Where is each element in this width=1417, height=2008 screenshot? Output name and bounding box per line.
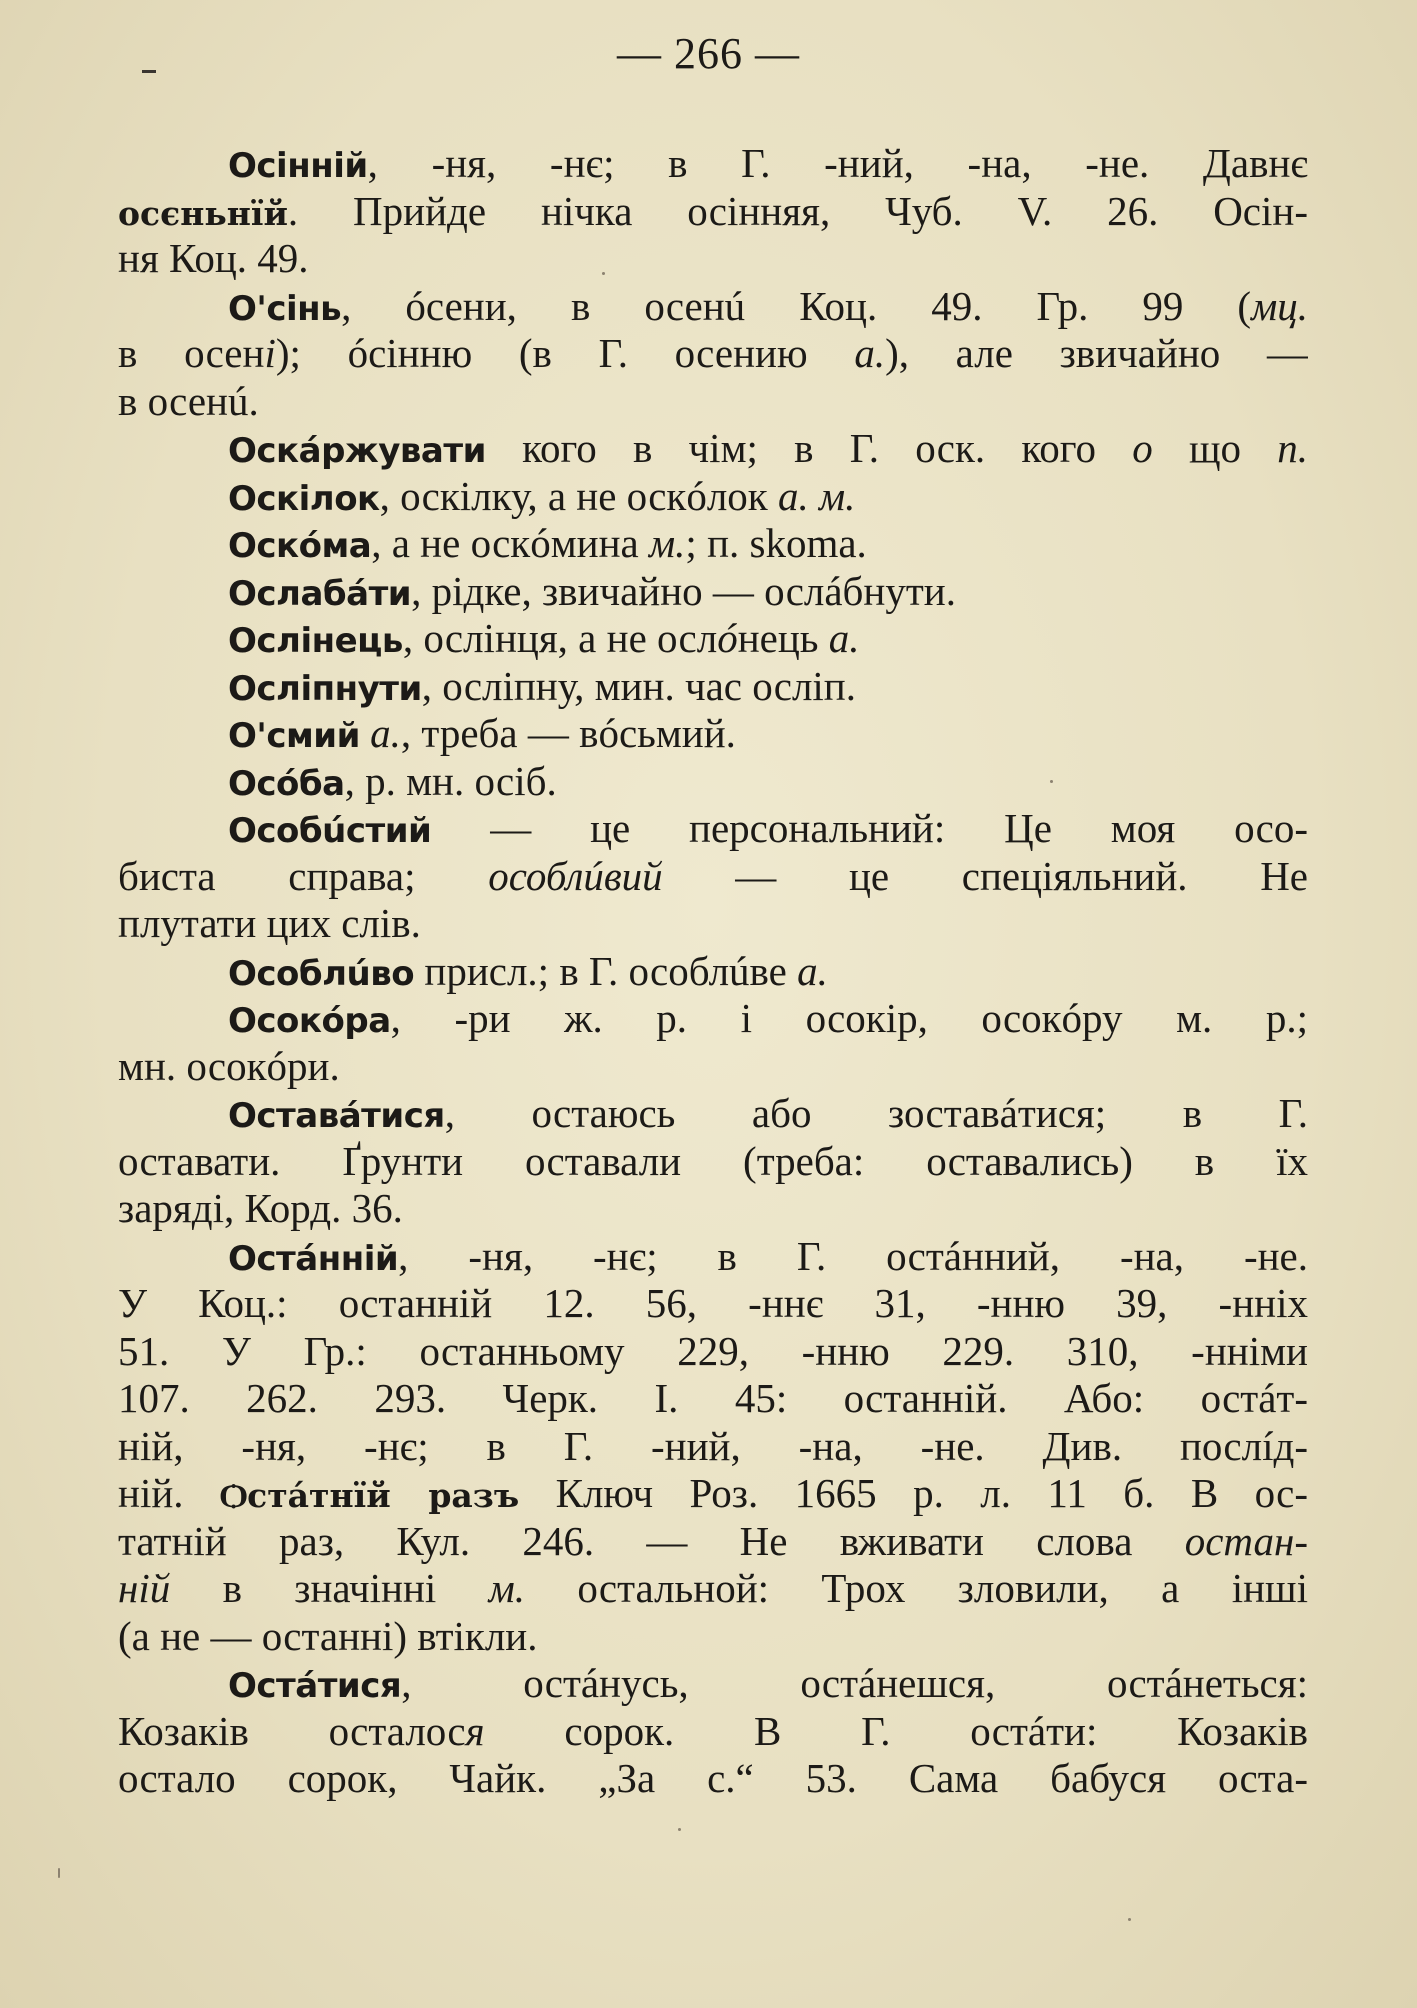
headword: Ослабáти (228, 573, 412, 614)
italic-text: а. (828, 615, 860, 661)
paper-speck (1128, 1918, 1131, 1921)
headword: Ослінець (228, 621, 403, 661)
text-run: плутати цих слів. (118, 900, 421, 946)
text-run: (а не — останні) втікли. (118, 1612, 538, 1659)
text-line (118, 1660, 1308, 1708)
text-run: , а не оскóмина (371, 520, 649, 566)
text-run: 51. У Гр.: останньому 229, -нню 229. 310, -нніми (118, 1327, 1308, 1374)
text-run: оставати. Ґрунти оставали (треба: оставались) в їх (118, 1137, 1308, 1184)
headword: О'смий (228, 716, 360, 756)
text-run: в осен (118, 330, 265, 376)
text-line (118, 1233, 1308, 1281)
text-run: , оскілку, а не оскóлок (379, 472, 778, 519)
page-number: — 266 — (617, 29, 800, 78)
italic-text: м. (649, 520, 686, 566)
headword: Остáнній (228, 1238, 399, 1279)
text-line (118, 283, 1308, 331)
text-run: У Коц.: останній 12. 56, -ннє 31, -нню 39, -нніх (118, 1280, 1308, 1326)
italic-text: ó (717, 615, 738, 661)
text-line (118, 663, 1308, 711)
text-run: — це спеціяльний. Не (662, 852, 1308, 899)
text-run: , остáнусь, остáнешся, остáнеться: (401, 1660, 1308, 1706)
dictionary-entries (118, 140, 1308, 1803)
text-line (118, 1755, 1308, 1803)
text-run: , треба — вóсьмий. (400, 710, 736, 756)
text-run: мн. осокóри. (118, 1042, 340, 1089)
text-line (118, 758, 1308, 806)
text-run: нець (737, 615, 829, 661)
old-orthography-text: осєньнїй (118, 193, 288, 233)
headword: О'сінь (228, 288, 342, 329)
paper-speck (58, 1868, 60, 1878)
text-run: кого в чім; в Г. оск. кого (485, 425, 1133, 471)
text-line (118, 853, 1308, 901)
italic-text: остан- (1184, 1517, 1308, 1564)
text-line (118, 1565, 1308, 1613)
text-line (118, 1518, 1308, 1566)
text-run: Ключ Роз. 1665 р. л. 11 б. В ос- (519, 1470, 1308, 1516)
headword: Оскóма (228, 526, 372, 566)
text-line (118, 1280, 1308, 1328)
headword: Особлúво (228, 953, 415, 994)
old-orthography-text: Ѻстáтнїй разъ (219, 1476, 520, 1515)
text-run: , осліпну, мин. час осліп. (421, 662, 857, 709)
text-line (118, 615, 1308, 663)
text-run: . Прийде нічка осінняя, Чуб. V. 26. Осін- (287, 187, 1308, 234)
text-run: ня Коц. 49. (118, 235, 309, 281)
paper-speck (678, 1828, 681, 1831)
headword: Осóба (228, 763, 345, 804)
headword: Оставáтися (228, 1096, 445, 1136)
text-line (118, 900, 1308, 948)
text-run: Козаків осталос (118, 1707, 466, 1754)
italic-text: і (264, 330, 276, 376)
italic-text: п. (1277, 425, 1308, 471)
text-run: остало сорок, Чайк. „За с.“ 53. Сама бабуся оста- (118, 1755, 1308, 1801)
headword: Осокóра (228, 1001, 391, 1041)
text-line (118, 995, 1308, 1043)
text-run: остальной: Трох зловили, а інші (525, 1565, 1308, 1611)
headword: Осліпнути (228, 668, 422, 709)
text-run: , р. мн. осіб. (344, 757, 557, 804)
paper-speck (602, 272, 605, 275)
text-line (118, 948, 1308, 996)
text-line (118, 1138, 1308, 1186)
text-line (118, 378, 1308, 426)
text-run: , -ри ж. р. і осокір, осокóру м. р.; (390, 995, 1308, 1041)
text-run: , -ня, -нє; в Г. остáнний, -на, -не. (398, 1232, 1308, 1279)
text-line (118, 188, 1308, 236)
text-line (118, 568, 1308, 616)
text-line (118, 330, 1308, 378)
headword: Оскáржувати (228, 431, 486, 471)
italic-text: а. (854, 330, 886, 376)
text-run: татній раз, Кул. 246. — Не вживати слова (118, 1517, 1185, 1564)
headword: Оскілок (228, 478, 380, 519)
italic-text: а. (797, 947, 828, 994)
text-run: ; п. skoma. (685, 520, 867, 566)
text-line (118, 473, 1308, 521)
text-line (118, 1090, 1308, 1138)
text-line (118, 520, 1308, 568)
text-line (118, 1375, 1308, 1423)
text-line (118, 1470, 1308, 1518)
text-run: биста справа; (118, 852, 489, 899)
text-run: , остаюсь або зоставáтися; в Г. (444, 1090, 1308, 1136)
text-run: , -ня, -нє; в Г. -ний, -на, -не. Давнє (367, 140, 1308, 186)
italic-text: м. (488, 1565, 526, 1611)
italic-text: о (1132, 425, 1153, 471)
text-run: ній, -ня, -нє; в Г. -ний, -на, -не. Див. послíд- (118, 1422, 1308, 1469)
text-line (118, 710, 1308, 758)
italic-text: особлúвий (488, 852, 663, 899)
text-line (118, 425, 1308, 473)
text-line (118, 1423, 1308, 1471)
text-run: , ослінця, а не осл (402, 615, 718, 661)
text-run: ), але звичайно — (885, 330, 1308, 376)
text-run: ній. (118, 1470, 220, 1516)
italic-text: я (465, 1707, 485, 1754)
text-line (118, 1708, 1308, 1756)
text-run: — це персональний: Це моя осо- (431, 805, 1308, 851)
text-run: , óсени, в осенú Коц. 49. Гр. 99 ( (341, 282, 1252, 329)
italic-text: а. м. (777, 472, 856, 519)
paper-speck (1050, 780, 1053, 783)
italic-text: мц. (1251, 282, 1308, 329)
italic-text: а. (370, 710, 401, 756)
text-line (118, 1043, 1308, 1091)
text-run (360, 710, 370, 756)
text-run: 107. 262. 293. Черк. І. 45: останній. Або: остáт- (118, 1375, 1308, 1421)
headword: Остáтися (228, 1666, 402, 1706)
text-run: присл.; в Г. особлúве (414, 947, 798, 994)
headword: Осінній (228, 146, 368, 186)
text-line (118, 805, 1308, 853)
text-run: сорок. В Г. остáти: Козаків (484, 1707, 1308, 1754)
text-line (118, 140, 1308, 188)
text-run: ); óсінню (в Г. осению (275, 330, 855, 376)
headword: Особúстий (228, 811, 432, 851)
text-run: в осенú. (118, 377, 259, 424)
italic-text: ній (118, 1565, 171, 1611)
text-line (118, 1328, 1308, 1376)
text-run: заряді, Корд. 36. (118, 1185, 403, 1231)
text-line (118, 235, 1308, 283)
text-run: що (1152, 425, 1278, 471)
text-run: , рідке, звичайно — ослáбнути. (411, 567, 956, 614)
text-line (118, 1613, 1308, 1661)
text-line (118, 1185, 1308, 1233)
text-run: в значінні (170, 1565, 489, 1611)
